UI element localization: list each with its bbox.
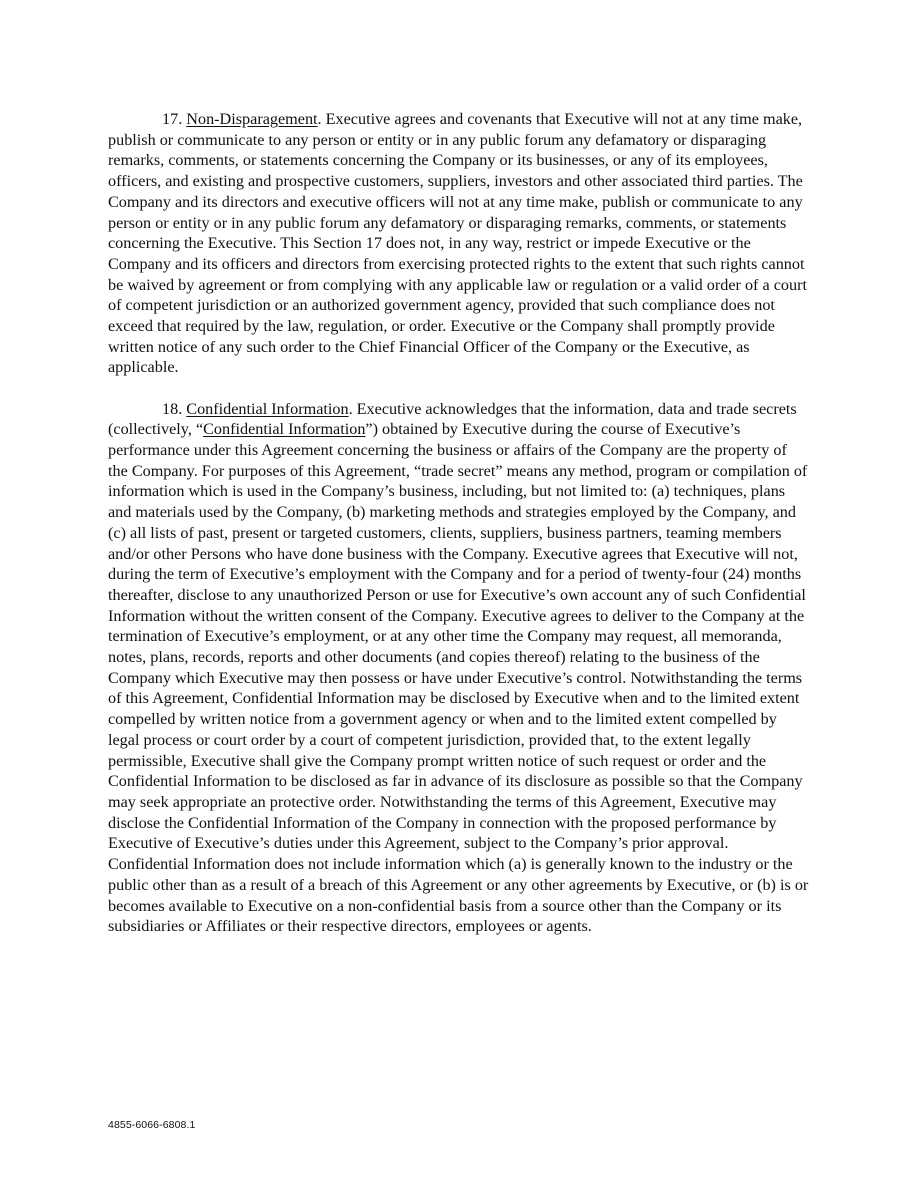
section-title-period: . xyxy=(348,399,353,418)
section-number: 18. xyxy=(162,399,183,418)
section-title: Non-Disparagement xyxy=(186,110,318,128)
section-title-period: . xyxy=(317,110,322,128)
section-body: ”) obtained by Executive during the course of Executive’s performance under this Agreement concerning the business or affairs of the Company are the property of the Company. For purposes of this Agreement, “trade secret” means any method, program or compilation of information which is used in the Company’s business, including, but not limited to: (a) techniques, plans and materials used by the Company, (b) marketing methods and strategies employed by the Company, and (c) all lists of past, present or targeted customers, clients, suppliers, business partners, teaming members and/or other Persons who have done business with the Company. Executive agrees that Executive will not, during the term of Executive’s employment with the Company and for a period of twenty-four (24) months thereafter, disclose to any unauthorized Person or use for Executive’s own account any of such Confidential Information without the written consent of the Company. Executive agrees to deliver to the Company at the termination of Executive’s employment, or at any other time the Company may request, all memoranda, notes, plans, records, reports and other documents (and copies thereof) relating to the business of the Company which Executive may then possess or have under Executive’s control. Notwithstanding the terms of this Agreement, Confidential Information may be disclosed by Executive when and to the limited extent compelled by written notice from a government agency or when and to the limited extent compelled by legal process or court order by a court of competent jurisdiction, provided that, to the extent legally permissible, Executive shall give the Company prompt written notice of such request or order and the Confidential Information to be disclosed as far in advance of its disclosure as possible so that the Company may seek appropriate an protective order. Notwithstanding the terms of this Agreement, Executive may disclose the Confidential Information of the Company in connection with the proposed performance by Executive of Executive’s duties under this Agreement, subject to the Company’s prior approval. Confidential Information does not include information which (a) is generally known to the industry or the public other than as a result of a breach of this Agreement or any other agreements by Executive, or (b) is or becomes available to Executive on a non-confidential basis from a source other than the Company or its subsidiaries or Affiliates or their respective directors, employees or agents. xyxy=(108,420,809,936)
document-body xyxy=(108,109,810,937)
section-title: Confidential Information xyxy=(186,399,349,418)
section-number: 17. xyxy=(162,110,183,128)
section-17-non-disparagement xyxy=(108,109,810,378)
section-body-intro: Executive acknowledges that the information, data and trade secrets (collectively, “ xyxy=(108,399,797,439)
section-body: Executive agrees and covenants that Executive will not at any time make, publish or communicate to any person or entity or in any public forum any defamatory or disparaging remarks, comments, or statements concerning the Company or its businesses, or any of its employees, officers, and existing and prospective customers, suppliers, investors and other associated third parties. The Company and its directors and executive officers will not at any time make, publish or communicate to any person or entity or in any public forum any defamatory or disparaging remarks, comments, or statements concerning the Executive. This Section 17 does not, in any way, restrict or impede Executive or the Company and its officers and directors from exercising protected rights to the extent that such rights cannot be waived by agreement or from complying with any applicable law or regulation or a valid order of a court of competent jurisdiction or an authorized government agency, provided that such compliance does not exceed that required by the law, regulation, or order. Executive or the Company shall promptly provide written notice of any such order to the Chief Financial Officer of the Company or the Executive, as applicable. xyxy=(108,110,807,377)
document-id-footer: 4855-6066-6808.1 xyxy=(108,1119,196,1131)
defined-term-confidential-information: Confidential Information xyxy=(203,420,366,439)
section-18-confidential-information xyxy=(108,399,810,937)
